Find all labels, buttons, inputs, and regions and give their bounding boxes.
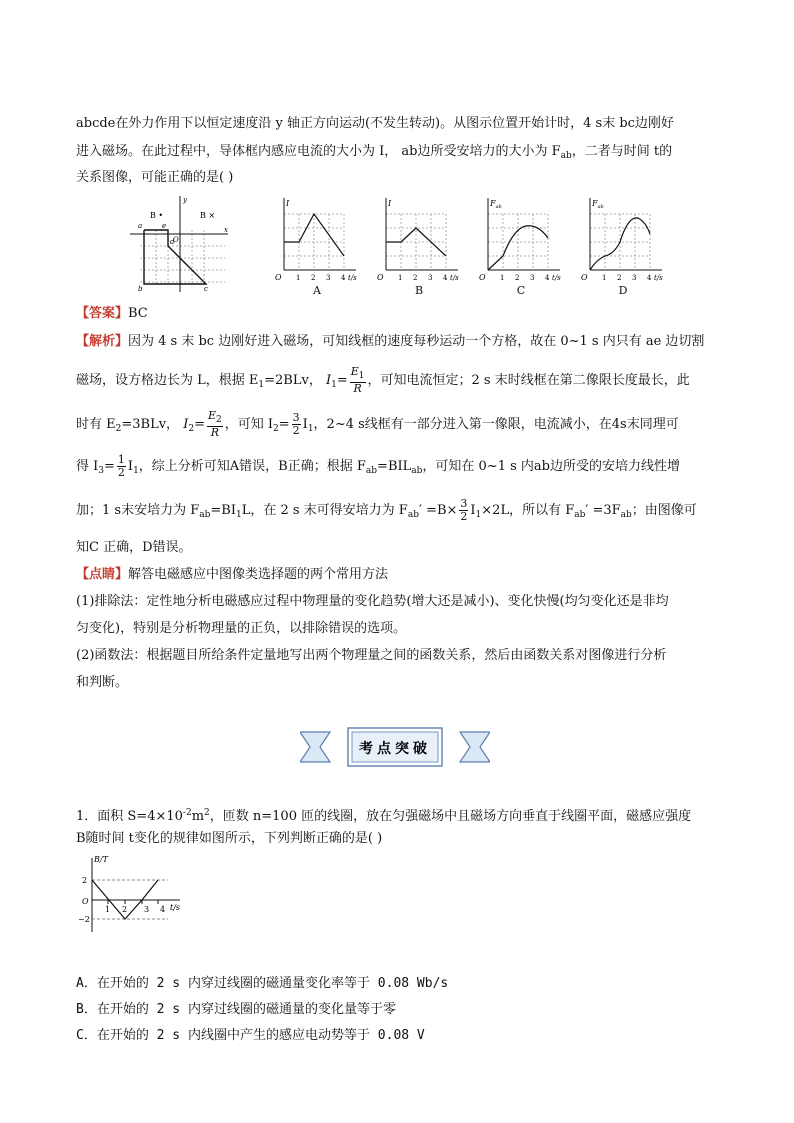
field-left-label: B • [150,211,164,220]
x-axis-label: x [224,226,228,234]
tips-p1b: 匀变化)，特别是分析物理量的正负，以排除错误的选项。 [76,621,407,636]
analysis-l5b: =BI [210,503,236,518]
graph-a-tick-2: 2 [311,274,316,282]
analysis-l4b: = [104,459,115,474]
analysis-tag: 【解析】 [76,334,129,349]
analysis-l2-sub: 1 [258,380,265,390]
graph-d-tick-3: 3 [632,274,637,282]
tips-title-line [76,565,388,585]
graph-a [270,194,360,284]
q1-graph-ylabel: B/T [94,855,108,864]
graph-b-tick-1: 1 [398,274,403,282]
graph-c-tick-3: 3 [530,274,535,282]
graph-a-ylabel: I [286,199,290,208]
y-axis-label: y [183,196,187,204]
analysis-l3a: 时有 E [76,417,116,432]
analysis-l4e: =BIL [377,459,412,474]
analysis-l4d: ，综上分析可知A错误，B正确；根据 F [138,459,366,474]
field-right-label: B × [200,211,216,220]
graph-a-label: A [313,284,321,297]
origin-label: O [173,236,179,244]
answer-line [76,304,148,324]
analysis-l3c: ，可知 I [224,417,274,432]
analysis-l5a: 加；1 s末安培力为 F [76,503,200,518]
graph-c-origin: O [479,273,486,282]
graph-b-tick-4: 4 [443,274,448,282]
fraction-1-2: $\frac{1}{2}$ [117,453,125,479]
analysis-line-5: 加；1 s末安培力为 $F_{ab}=BI_1L$，在 2 s 末可得安培力为 $F_{ab}' =B\times$ $\frac{3}{2}$ $I_1\times 2L$，所以有 $F_{ab}' =3F_{ab}$；由图像可 [76,497,697,523]
graph-d-ylabel [591,199,604,210]
q1-ytick-2: 2 [82,876,88,885]
section-banner [300,724,490,770]
q1-graph [76,852,196,936]
analysis-line-3: 时有 $E_2=3BLv$， $I_2=$ $\frac{E_2}{R}$ ，可知 $I_2=$ $\frac{3}{2}$ $I_1$，2~4 s线框有一部分进入第一像限，电流减小，在4s末同理可 [76,409,679,439]
q1-xtick-4: 4 [160,905,166,914]
graph-c-tick-4: 4 [545,274,550,282]
q1-graph-xlabel: t/s [170,903,181,912]
answer-text: BC [128,306,148,321]
analysis-l5g: ′ =3F [585,503,621,518]
graph-c-ylabel-main: F [490,199,496,208]
point-b: b [138,285,143,293]
graph-a-tick-4: 4 [341,274,346,282]
fraction-3-2-b: $\frac{3}{2}$ [460,497,468,523]
graph-d-ylabel-sub: ab [597,204,604,210]
graph-c-label: C [516,284,526,297]
graph-b-tick-3: 3 [428,274,433,282]
graph-d-tick-1: 1 [602,274,607,282]
graph-a-tick-1: 1 [296,274,301,282]
graph-b-label: B [414,284,424,297]
intro-line-2 [76,142,672,166]
graph-c-tick-2: 2 [515,274,520,282]
graph-a-xlabel: t/s [348,274,357,282]
q1-l1-sup: -2 [182,808,192,818]
fraction-3-2: $\frac{3}{2}$ [292,411,300,437]
intro-line-2-end: ，二者与时间 t的 [571,144,673,159]
graph-c-ylabel-sub: ab [495,204,502,210]
q1-xtick-2: 2 [122,905,128,914]
point-a: a [138,222,143,230]
analysis-l2b: =2BLv， [264,373,322,388]
point-c: c [204,285,208,293]
q1-option-a[interactable]: A．在开始的 2 s 内穿过线圈的磁通量变化率等于 0.08 Wb/s [76,976,449,991]
q1-l1c: ，匝数 n=100 匝的线圈，放在匀强磁场中且磁场方向垂直于线圈平面，磁感应强度 [209,809,692,824]
graph-d-label: D [618,284,628,297]
graph-d [576,194,666,284]
analysis-l3b: =3BLv， [121,417,180,432]
analysis-l4a: 得 I [76,459,99,474]
graph-d-xlabel: t/s [654,274,663,282]
analysis-l2c: ，可知电流恒定；2 s 末时线框在第二像限长度最长，此 [367,373,690,388]
graph-c-ylabel [489,199,502,210]
graph-d-origin: O [581,273,588,282]
q1-l1b: m [191,809,205,824]
intro-line-2-text: 进入磁场。在此过程中，导体框内感应电流的大小为 I， ab边所受安培力的大小为 F [76,144,561,159]
analysis-l2a: 磁场，设方格边长为 L，根据 E [76,373,259,388]
q1-l1-sup2: 2 [204,808,210,818]
graph-d-tick-2: 2 [617,274,622,282]
analysis-l1: 因为 4 s 末 bc 边刚好进入磁场，可知线框的速度每秒运动一个方格，故在 0~1 s 内只有 ae 边切割 [128,334,705,349]
q1-option-c[interactable]: C．在开始的 2 s 内线圈中产生的感应电动势等于 0.08 V [76,1028,425,1043]
tips-p2b: 和判断。 [76,675,129,690]
q1-xtick-3: 3 [144,905,150,914]
analysis-l5c: L，在 2 s 末可得安培力为 F [241,503,408,518]
graph-d-ylabel-main: F [592,199,598,208]
graph-b-xlabel: t/s [450,274,459,282]
graph-a-tick-3: 3 [326,274,331,282]
q1-l1: 1．面积 S=4×10 [76,809,183,824]
q1-line-1 [76,803,691,827]
analysis-l4c: I [127,459,134,474]
graph-b-ylabel: I [388,199,392,208]
tips-p2a: (2)函数法：根据题目所给条件定量地写出两个物理量之间的函数关系，然后由函数关系对图像进行分析 [76,648,667,663]
analysis-line-4: 得 $I_3=$ $\frac{1}{2}$ $I_1$，综上分析可知A错误，B正确；根据 $F_{ab}=BIL_{ab}$，可知在 0~1 s 内ab边所受的安培力线性增 [76,453,680,479]
analysis-l3e: I [302,417,308,432]
tips-title: 解答电磁感应中图像类选择题的两个常用方法 [128,567,389,582]
graph-b [372,194,462,284]
graph-b-tick-2: 2 [413,274,418,282]
analysis-line-6: 知C 正确，D错误。 [76,540,192,555]
analysis-line-2: 磁场，设方格边长为 L，根据 $E_1=2BLv$， $I_1=$ $\frac{E_1}{R}$ ，可知电流恒定；2 s 末时线框在第二像限长度最长，此 [76,365,690,395]
q1-ytick-neg2: −2 [78,915,90,924]
intro-line-2-sub: ab [560,151,572,161]
graph-a-origin: O [275,273,282,282]
point-e: e [162,222,167,230]
point-d: d [170,238,175,246]
analysis-l3d: = [278,417,290,432]
graph-c-tick-1: 1 [500,274,505,282]
graph-d-tick-4: 4 [647,274,652,282]
fraction-e1-r: $\frac{E_1}{R}$ [350,365,365,395]
analysis-l5f: ×2L，所以有 F [481,503,575,518]
q1-origin: O [82,897,89,906]
analysis-l4f: ，可知在 0~1 s 内ab边所受的安培力线性增 [422,459,680,474]
analysis-line-1 [76,332,704,352]
answer-tag: 【答案】 [76,306,129,321]
graph-c-xlabel: t/s [552,274,561,282]
analysis-l3f: ，2~4 s线框有一部分进入第一像限，电流减小，在4s末同理可 [313,417,679,432]
tips-tag: 【点睛】 [76,567,129,582]
graph-c [474,194,564,284]
frame-diagram [130,194,230,294]
q1-option-b[interactable]: B．在开始的 2 s 内穿过线圈的磁通量的变化量等于零 [76,1002,396,1017]
fraction-e2-r: $\frac{E_2}{R}$ [207,409,222,439]
banner-text: 考点突破 [359,741,431,757]
graph-b-origin: O [377,273,384,282]
q1-line-2: B随时间 t变化的规律如图所示，下列判断正确的是( ) [76,831,383,846]
intro-line-1: abcde在外力作用下以恒定速度沿 y 轴正方向运动(不发生转动)。从图示位置开始计时，4 s末 bc边刚好 [76,116,674,131]
analysis-l5e: I [470,503,476,518]
intro-line-3: 关系图像，可能正确的是( ) [76,170,234,185]
analysis-l5d: ′ =B× [418,503,458,518]
analysis-l5h: ；由图像可 [631,503,697,518]
q1-xtick-1: 1 [105,905,111,914]
tips-p1a: (1)排除法：定性地分析电磁感应过程中物理量的变化趋势(增大还是减小)、变化快慢(均匀变化还是非均 [76,594,669,609]
